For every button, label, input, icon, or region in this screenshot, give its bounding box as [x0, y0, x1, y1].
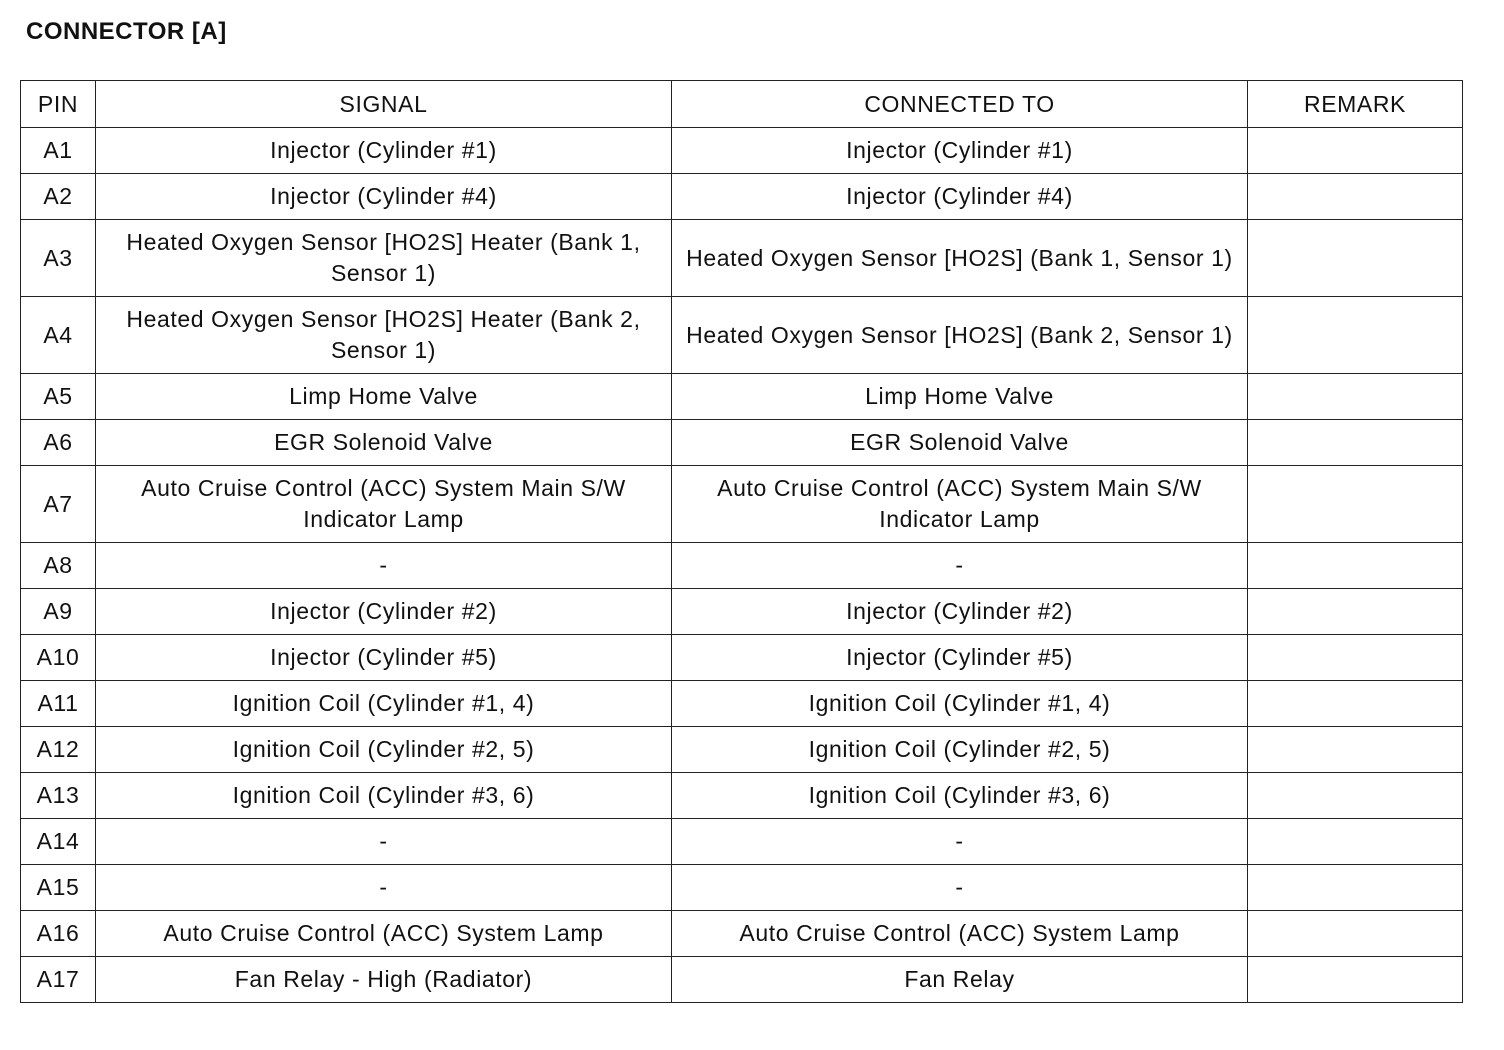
connected-to-cell: Injector (Cylinder #2) [672, 589, 1248, 635]
pin-cell: A8 [21, 543, 96, 589]
page-title: CONNECTOR [A] [26, 18, 227, 45]
pin-cell: A13 [21, 773, 96, 819]
pin-cell: A11 [21, 681, 96, 727]
connected-to-cell: Auto Cruise Control (ACC) System Lamp [672, 911, 1248, 957]
pin-cell: A10 [21, 635, 96, 681]
connector-pin-table [20, 80, 1463, 1003]
table-row [21, 911, 1463, 957]
pin-cell: A2 [21, 174, 96, 220]
connected-to-cell: Heated Oxygen Sensor [HO2S] (Bank 2, Sensor 1) [672, 297, 1248, 374]
connected-to-cell: - [672, 543, 1248, 589]
pin-cell: A4 [21, 297, 96, 374]
pin-cell: A3 [21, 220, 96, 297]
header-remark: REMARK [1248, 81, 1463, 128]
table-row [21, 297, 1463, 374]
remark-cell [1248, 865, 1463, 911]
signal-cell: Injector (Cylinder #2) [96, 589, 672, 635]
pin-cell: A17 [21, 957, 96, 1003]
table-row [21, 174, 1463, 220]
connected-to-cell: Injector (Cylinder #5) [672, 635, 1248, 681]
remark-cell [1248, 220, 1463, 297]
signal-cell: - [96, 865, 672, 911]
pin-cell: A14 [21, 819, 96, 865]
signal-cell: - [96, 543, 672, 589]
signal-cell: Limp Home Valve [96, 374, 672, 420]
connected-to-cell: Ignition Coil (Cylinder #3, 6) [672, 773, 1248, 819]
signal-cell: Heated Oxygen Sensor [HO2S] Heater (Bank 1, Sensor 1) [96, 220, 672, 297]
signal-cell: Ignition Coil (Cylinder #3, 6) [96, 773, 672, 819]
signal-cell: Injector (Cylinder #5) [96, 635, 672, 681]
remark-cell [1248, 727, 1463, 773]
connected-to-cell: Ignition Coil (Cylinder #2, 5) [672, 727, 1248, 773]
table-row [21, 220, 1463, 297]
pin-cell: A12 [21, 727, 96, 773]
header-pin: PIN [21, 81, 96, 128]
connected-to-cell: Fan Relay [672, 957, 1248, 1003]
signal-cell: Fan Relay - High (Radiator) [96, 957, 672, 1003]
signal-cell: Injector (Cylinder #1) [96, 128, 672, 174]
connected-to-cell: - [672, 819, 1248, 865]
remark-cell [1248, 374, 1463, 420]
connected-to-cell: - [672, 865, 1248, 911]
table-row [21, 128, 1463, 174]
table-header-row [21, 81, 1463, 128]
connected-to-cell: Heated Oxygen Sensor [HO2S] (Bank 1, Sensor 1) [672, 220, 1248, 297]
connected-to-cell: Injector (Cylinder #1) [672, 128, 1248, 174]
pin-cell: A7 [21, 466, 96, 543]
pin-cell: A15 [21, 865, 96, 911]
signal-cell: - [96, 819, 672, 865]
table-row [21, 420, 1463, 466]
remark-cell [1248, 420, 1463, 466]
remark-cell [1248, 635, 1463, 681]
connected-to-cell: Ignition Coil (Cylinder #1, 4) [672, 681, 1248, 727]
remark-cell [1248, 466, 1463, 543]
remark-cell [1248, 297, 1463, 374]
remark-cell [1248, 773, 1463, 819]
signal-cell: Ignition Coil (Cylinder #2, 5) [96, 727, 672, 773]
connected-to-cell: Injector (Cylinder #4) [672, 174, 1248, 220]
pin-cell: A16 [21, 911, 96, 957]
header-connected-to: CONNECTED TO [672, 81, 1248, 128]
table-row [21, 773, 1463, 819]
table-row [21, 543, 1463, 589]
table-row [21, 681, 1463, 727]
remark-cell [1248, 128, 1463, 174]
pin-cell: A5 [21, 374, 96, 420]
table-row [21, 589, 1463, 635]
table-row [21, 635, 1463, 681]
signal-cell: Auto Cruise Control (ACC) System Main S/W Indicator Lamp [96, 466, 672, 543]
remark-cell [1248, 911, 1463, 957]
signal-cell: Injector (Cylinder #4) [96, 174, 672, 220]
pin-cell: A9 [21, 589, 96, 635]
table-row [21, 957, 1463, 1003]
signal-cell: EGR Solenoid Valve [96, 420, 672, 466]
connected-to-cell: EGR Solenoid Valve [672, 420, 1248, 466]
connected-to-cell: Auto Cruise Control (ACC) System Main S/W Indicator Lamp [672, 466, 1248, 543]
connected-to-cell: Limp Home Valve [672, 374, 1248, 420]
table-row [21, 819, 1463, 865]
remark-cell [1248, 589, 1463, 635]
table-row [21, 727, 1463, 773]
signal-cell: Ignition Coil (Cylinder #1, 4) [96, 681, 672, 727]
table-row [21, 374, 1463, 420]
table-row [21, 466, 1463, 543]
pin-cell: A1 [21, 128, 96, 174]
table-row [21, 865, 1463, 911]
remark-cell [1248, 819, 1463, 865]
remark-cell [1248, 681, 1463, 727]
remark-cell [1248, 957, 1463, 1003]
header-signal: SIGNAL [96, 81, 672, 128]
remark-cell [1248, 174, 1463, 220]
signal-cell: Auto Cruise Control (ACC) System Lamp [96, 911, 672, 957]
remark-cell [1248, 543, 1463, 589]
pin-cell: A6 [21, 420, 96, 466]
signal-cell: Heated Oxygen Sensor [HO2S] Heater (Bank 2, Sensor 1) [96, 297, 672, 374]
